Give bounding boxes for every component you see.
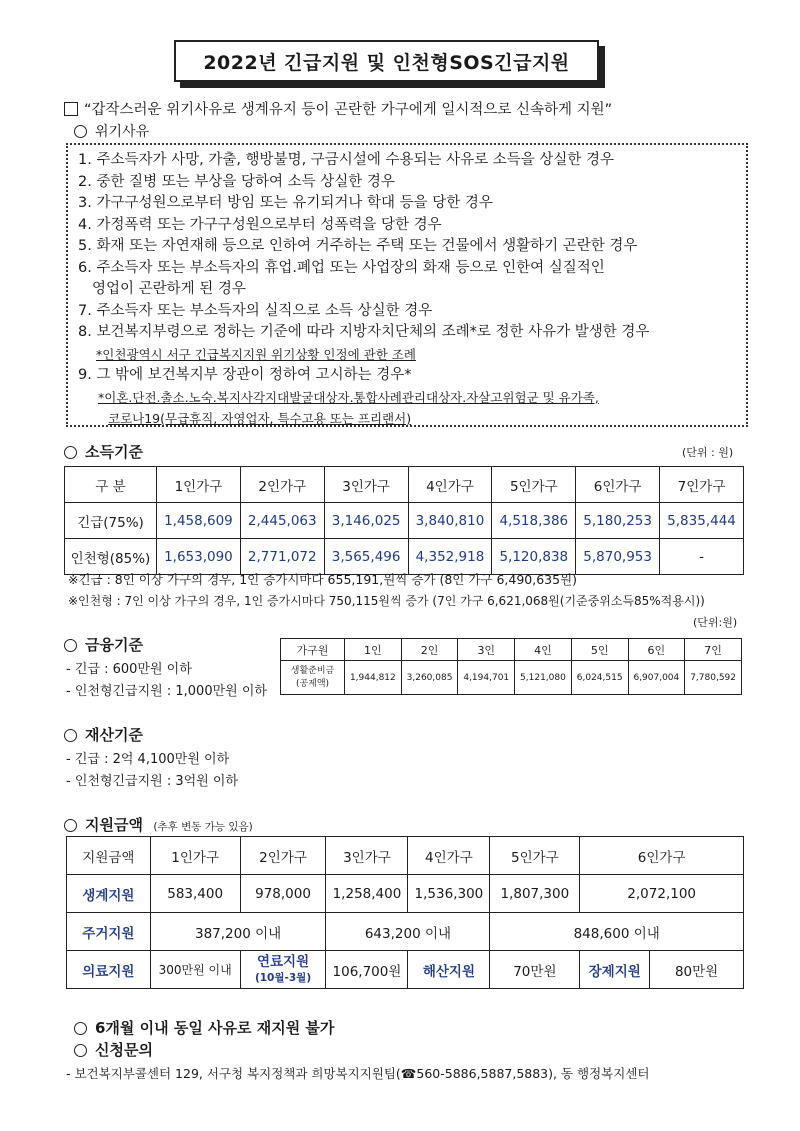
circle-bullet-icon xyxy=(64,729,77,742)
table-cell: 5,180,253 xyxy=(576,503,660,539)
fuel-period: (10월-3월) xyxy=(254,971,312,984)
table-header-cell: 4인가구 xyxy=(408,467,492,503)
table-cell: 106,700원 xyxy=(326,951,408,989)
table-header-cell: 1인가구 xyxy=(157,467,241,503)
table-cell: 2,445,063 xyxy=(240,503,324,539)
table-cell: 1,653,090 xyxy=(157,539,241,575)
table-row xyxy=(67,913,744,951)
crisis-item: 7. 주소득자 또는 부소득자의 실직으로 소득 상실한 경우 xyxy=(78,302,433,319)
table-cell: 1,536,300 xyxy=(408,875,490,913)
circle-bullet-icon xyxy=(64,819,77,832)
crisis-heading xyxy=(74,121,149,141)
table-cell: 978,000 xyxy=(240,875,326,913)
row-label: 생계지원 xyxy=(67,875,151,913)
income-heading-text: 소득기준 xyxy=(85,443,143,461)
finance-line: - 긴급 : 600만원 이하 xyxy=(66,662,192,677)
table-header-row xyxy=(65,467,744,503)
circle-bullet-icon xyxy=(64,446,77,459)
property-line: - 인천형긴급지원 : 3억원 이하 xyxy=(66,774,239,789)
table-row xyxy=(65,503,744,539)
income-note: ※긴급 : 8인 이상 가구의 경우, 1인 증가시마다 655,191,원씩 증가 (8인 가구 6,490,635원) xyxy=(68,572,578,587)
finance-heading xyxy=(64,634,143,655)
table-header-cell: 3인 xyxy=(458,639,515,661)
crisis-item: 5. 화재 또는 자연재해 등으로 인하여 거주하는 주택 또는 건물에서 생활하기 곤란한 경우 xyxy=(78,238,638,254)
fuel-label: 연료지원 xyxy=(256,953,310,970)
support-heading xyxy=(64,814,253,835)
row-label: 장제지원 xyxy=(580,951,650,989)
circle-bullet-icon xyxy=(74,1022,87,1035)
repeat-line xyxy=(74,1017,334,1038)
table-cell: 70만원 xyxy=(490,951,580,989)
row-label: 의료지원 xyxy=(67,951,151,989)
table-row xyxy=(67,951,744,989)
income-note: ※인천형 : 7인 이상 가구의 경우, 1인 증가시마다 750,115원씩 증가 (7인 가구 6,621,068원(기준중위소득85%적용시)) xyxy=(68,594,705,608)
table-header-cell: 5인가구 xyxy=(490,837,580,875)
circle-bullet-icon xyxy=(74,1044,87,1057)
table-header-row xyxy=(67,837,744,875)
table-cell: 80만원 xyxy=(650,951,744,989)
table-cell: 3,146,025 xyxy=(324,503,408,539)
finance-line: - 인천형긴급지원 : 1,000만원 이하 xyxy=(66,684,267,699)
table-header-cell: 4인가구 xyxy=(408,837,490,875)
row-label xyxy=(240,951,326,989)
row-label xyxy=(281,661,345,695)
table-cell: - xyxy=(660,539,744,575)
table-header-cell: 2인가구 xyxy=(240,467,324,503)
table-cell: 387,200 이내 xyxy=(150,913,326,951)
finance-heading-text: 금융기준 xyxy=(85,636,143,654)
crisis-subnote: *이혼.단전.출소.노숙.복지사각지대발굴대상자.통합사례관리대상자.자살고위험군 및 유가족, xyxy=(98,389,599,405)
row-label: 주거지원 xyxy=(67,913,151,951)
table-header-cell: 구 분 xyxy=(65,467,157,503)
page-title: 2022년 긴급지원 및 인천형SOS긴급지원 xyxy=(174,40,599,82)
income-table xyxy=(64,466,744,575)
crisis-item: 2. 중한 질병 또는 부상을 당하여 소득 상실한 경우 xyxy=(78,173,395,190)
crisis-heading-text: 위기사유 xyxy=(95,124,150,140)
row-label: 긴급(75%) xyxy=(65,503,157,539)
table-header-cell: 3인가구 xyxy=(326,837,408,875)
table-cell: 583,400 xyxy=(150,875,240,913)
table-header-cell: 6인가구 xyxy=(576,467,660,503)
circle-bullet-icon xyxy=(64,639,77,652)
crisis-item: 8. 보건복지부령으로 정하는 기준에 따라 지방자치단체의 조례*로 정한 사유가 발생한 경우 xyxy=(78,324,650,340)
table-cell: 1,458,609 xyxy=(157,503,241,539)
table-header-cell: 6인가구 xyxy=(580,837,744,875)
crisis-item: 9. 그 밖에 보건복지부 장관이 정하여 고시하는 경우* xyxy=(78,367,412,383)
table-cell: 1,944,812 xyxy=(345,661,402,695)
table-cell: 5,121,080 xyxy=(515,661,572,695)
inquiry-heading xyxy=(74,1039,153,1060)
table-header-cell: 지원금액 xyxy=(67,837,151,875)
table-cell: 3,260,085 xyxy=(401,661,458,695)
property-heading xyxy=(64,724,143,745)
table-header-cell: 2인 xyxy=(401,639,458,661)
table-header-cell: 5인 xyxy=(571,639,628,661)
row-label: 해산지원 xyxy=(408,951,490,989)
support-table xyxy=(66,836,744,989)
table-cell: 5,120,838 xyxy=(492,539,576,575)
table-header-cell: 4인 xyxy=(515,639,572,661)
square-bullet-icon xyxy=(64,102,78,116)
row-label-line: (공제액) xyxy=(295,678,330,689)
table-cell: 5,870,953 xyxy=(576,539,660,575)
crisis-list xyxy=(78,150,748,430)
table-header-cell: 6인 xyxy=(628,639,685,661)
crisis-item: 4. 가정폭력 또는 가구구성원으로부터 성폭력을 당한 경우 xyxy=(78,216,442,233)
table-header-cell: 7인가구 xyxy=(660,467,744,503)
table-header-cell: 7인 xyxy=(685,639,742,661)
crisis-subnote: *인천광역시 서구 긴급복지지원 위기상황 인정에 관한 조례 xyxy=(96,346,416,362)
support-note: (추후 변동 가능 있음) xyxy=(153,821,253,833)
table-cell: 4,194,701 xyxy=(458,661,515,695)
table-header-cell: 가구원 xyxy=(281,639,345,661)
table-row xyxy=(281,661,742,695)
table-header-cell: 3인가구 xyxy=(324,467,408,503)
table-cell: 6,024,515 xyxy=(571,661,628,695)
table-cell: 2,771,072 xyxy=(240,539,324,575)
table-header-cell: 5인가구 xyxy=(492,467,576,503)
row-label: 인천형(85%) xyxy=(65,539,157,575)
intro-line xyxy=(64,98,612,119)
crisis-item: 6. 주소득자 또는 부소득자의 휴업.폐업 또는 사업장의 화재 등으로 인한여 실질적인 xyxy=(78,259,605,276)
finance-unit: (단위:원) xyxy=(693,616,738,629)
crisis-item: 3. 가구구성원으로부터 방임 또는 유기되거나 학대 등을 당한 경우 xyxy=(78,195,493,211)
table-cell: 3,840,810 xyxy=(408,503,492,539)
property-heading-text: 재산기준 xyxy=(85,726,143,744)
table-cell: 4,518,386 xyxy=(492,503,576,539)
income-heading xyxy=(64,441,143,462)
table-header-cell: 1인 xyxy=(345,639,402,661)
crisis-item: 1. 주소득자가 사망, 가출, 행방불명, 구금시설에 수용되는 사유로 소득을 상실한 경우 xyxy=(78,152,614,168)
support-heading-text: 지원금액 xyxy=(85,816,143,834)
contact-line: - 보건복지부콜센터 129, 서구청 복지정책과 희망복지지원팀(☎560-5886,5887,5883), 동 행정복지센터 xyxy=(66,1066,650,1081)
table-header-cell: 2인가구 xyxy=(240,837,326,875)
crisis-item-continued: 영업이 곤란하게 된 경우 xyxy=(92,281,246,297)
table-cell: 300만원 이내 xyxy=(150,951,240,989)
income-unit: (단위 : 원) xyxy=(682,446,734,459)
table-header-row xyxy=(281,639,742,661)
table-cell: 848,600 이내 xyxy=(490,913,744,951)
table-row xyxy=(67,875,744,913)
finance-table xyxy=(280,638,742,695)
table-cell: 643,200 이내 xyxy=(326,913,490,951)
intro-text: “갑작스러운 위기사유로 생계유지 등이 곤란한 가구에게 일시적으로 신속하게 지원” xyxy=(84,102,613,118)
table-cell: 3,565,496 xyxy=(324,539,408,575)
inquiry-text: 신청문의 xyxy=(95,1041,153,1059)
table-cell: 1,258,400 xyxy=(326,875,408,913)
crisis-subnote: 코로나19(무급휴직, 자영업자, 특수고용 또는 프리랜서) xyxy=(108,411,412,426)
table-cell: 1,807,300 xyxy=(490,875,580,913)
table-cell: 7,780,592 xyxy=(685,661,742,695)
row-label-line: 생활준비금 xyxy=(290,665,335,676)
table-cell: 6,907,004 xyxy=(628,661,685,695)
table-header-cell: 1인가구 xyxy=(150,837,240,875)
circle-bullet-icon xyxy=(74,125,87,138)
repeat-text: 6개월 이내 동일 사유로 재지원 불가 xyxy=(95,1019,335,1037)
table-cell: 2,072,100 xyxy=(580,875,744,913)
property-line: - 긴급 : 2억 4,100만원 이하 xyxy=(66,752,230,767)
table-cell: 4,352,918 xyxy=(408,539,492,575)
table-cell: 5,835,444 xyxy=(660,503,744,539)
